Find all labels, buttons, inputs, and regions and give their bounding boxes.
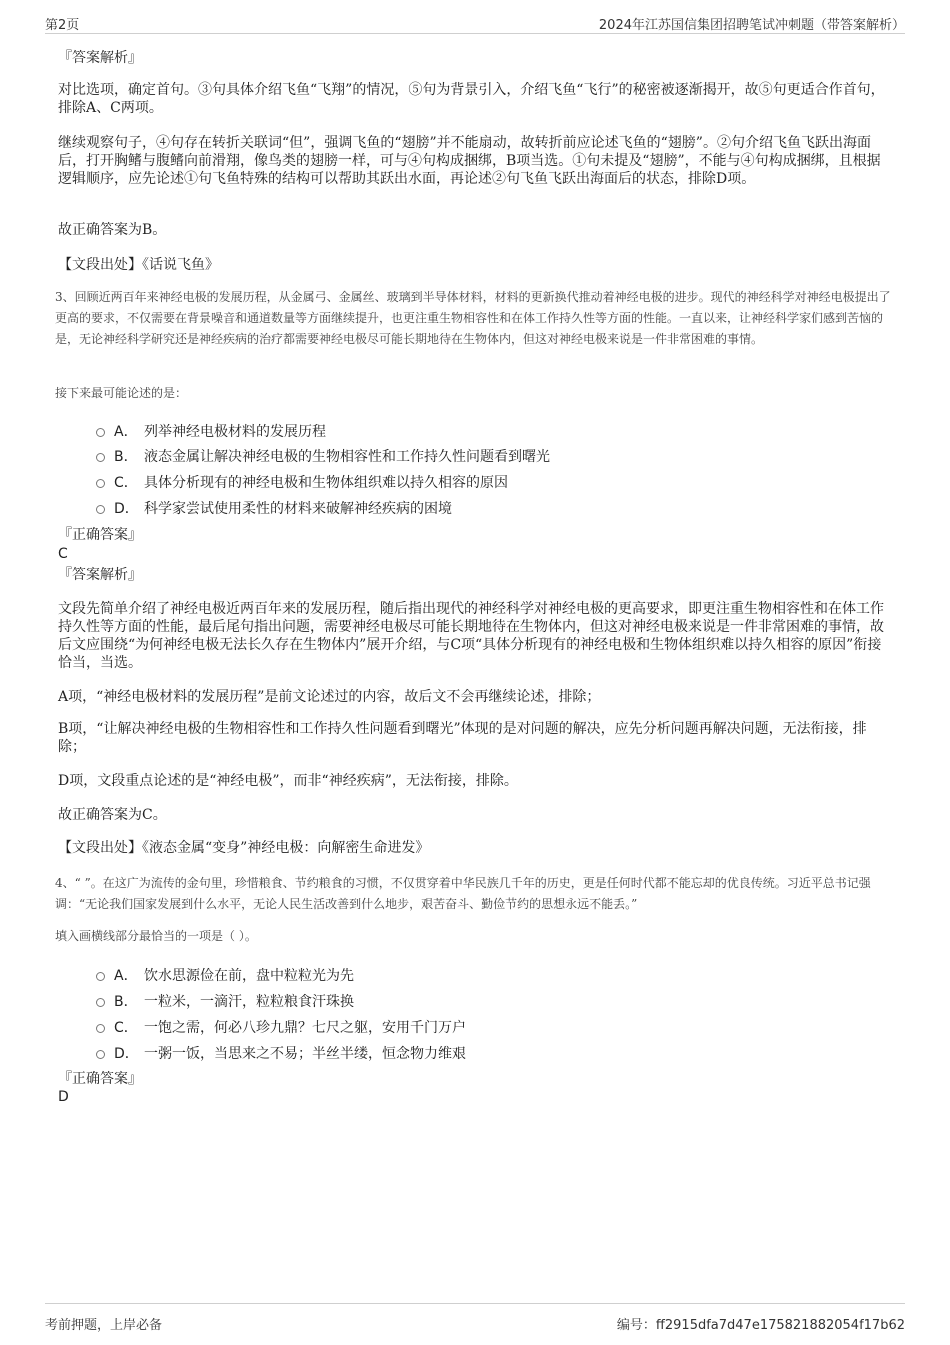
q2-conclusion: 故正确答案为B。: [58, 222, 167, 238]
q3-analysis-b: B项，“让解决神经电极的生物相容性和工作持久性问题看到曙光”体现的是对问题的解决，应先分析问题再解决问题，无法衔接，排除；: [58, 721, 867, 755]
radio-icon[interactable]: [96, 972, 105, 981]
option-text: 一粒米，一滴汗，粒粒粮食汗珠换: [144, 994, 354, 1010]
page-header: [45, 12, 905, 34]
q3-question: 接下来最可能论述的是：: [55, 386, 188, 400]
q3-option-d[interactable]: D． 科学家尝试使用柔性的材料来破解神经疾病的困境: [96, 498, 452, 518]
document-title: 2024年江苏国信集团招聘笔试冲刺题（带答案解析）: [598, 18, 905, 33]
q4-answer: D: [58, 1089, 69, 1105]
q2-analysis-tag: 『答案解析』: [58, 50, 142, 66]
q2-source: 【文段出处】《话说飞鱼》: [58, 257, 219, 273]
q3-analysis-a: A项，“神经电极材料的发展历程”是前文论述过的内容，故后文不会再继续论述，排除；: [58, 689, 601, 705]
q4-option-c[interactable]: C． 一饱之需，何必八珍九鼎？七尺之躯，安用千门万户: [96, 1017, 466, 1037]
q3-option-a[interactable]: A． 列举神经电极材料的发展历程: [96, 421, 326, 441]
option-text: 列举神经电极材料的发展历程: [144, 424, 326, 440]
q3-option-b[interactable]: B． 液态金属让解决神经电极的生物相容性和工作持久性问题看到曙光: [96, 446, 550, 466]
option-text: 具体分析现有的神经电极和生物体组织难以持久相容的原因: [144, 475, 508, 491]
radio-icon[interactable]: [96, 1024, 105, 1033]
q4-option-d[interactable]: D． 一粥一饭，当思来之不易；半丝半缕，恒念物力维艰: [96, 1043, 466, 1063]
option-text: 一饱之需，何必八珍九鼎？七尺之躯，安用千门万户: [144, 1020, 466, 1036]
option-text: 液态金属让解决神经电极的生物相容性和工作持久性问题看到曙光: [144, 449, 550, 465]
q4-question: 填入画横线部分最恰当的一项是（ ）。: [55, 929, 257, 943]
q4-answer-tag: 『正确答案』: [58, 1071, 142, 1087]
page-footer: [45, 1303, 905, 1333]
option-text: 饮水思源俭在前，盘中粒粒光为先: [144, 968, 354, 984]
footer-slogan: 考前押题，上岸必备: [45, 1318, 163, 1333]
radio-icon[interactable]: [96, 1050, 105, 1059]
q4-option-a[interactable]: A． 饮水思源俭在前，盘中粒粒光为先: [96, 965, 354, 985]
q3-analysis-d: D项，文段重点论述的是“神经电极”，而非“神经疾病”，无法衔接，排除。: [58, 773, 518, 789]
footer-serial: 编号：ff2915dfa7d47e175821882054f17b62: [616, 1318, 905, 1333]
q3-option-c[interactable]: C． 具体分析现有的神经电极和生物体组织难以持久相容的原因: [96, 472, 508, 492]
q3-conclusion: 故正确答案为C。: [58, 807, 167, 823]
page-number: 第2页: [45, 18, 80, 33]
radio-icon[interactable]: [96, 998, 105, 1007]
q3-stem: 3、回顾近两百年来神经电极的发展历程，从金属弓、金属丝、玻璃到半导体材料，材料的更新换代推动着神经电极的进步。现代的神经科学对神经电极提出了更高的要求，不仅需要在背景噪音和通道数量等方面继续提升，也更注重生物相容性和在体工作持久性等方面的性能。一直以来，让神经科学家们感到苦恼的是，无论神经科学研究还是神经疾病的治疗都需要神经电极尽可能长期地待在生物体内，但这对神经电极来说是一件非常困难的事情。: [55, 290, 891, 346]
q2-analysis-p2: 继续观察句子，④句存在转折关联词“但”，强调飞鱼的“翅膀”并不能扇动，故转折前应论述飞鱼的“翅膀”。②句介绍飞鱼飞跃出海面后，打开胸鳍与腹鳍向前滑翔，像鸟类的翅膀一样，可与④句构成捆绑，B项当选。①句未提及“翅膀”，不能与④句构成捆绑，且根据逻辑顺序，应先论述①句飞鱼特殊的结构可以帮助其跃出水面，再论述②句飞鱼飞跃出海面后的状态，排除D项。: [58, 135, 881, 187]
q3-answer: C: [58, 546, 68, 562]
q3-answer-tag: 『正确答案』: [58, 527, 142, 543]
radio-icon[interactable]: [96, 428, 105, 437]
radio-icon[interactable]: [96, 453, 105, 462]
option-text: 科学家尝试使用柔性的材料来破解神经疾病的困境: [144, 501, 452, 517]
radio-icon[interactable]: [96, 479, 105, 488]
option-text: 一粥一饭，当思来之不易；半丝半缕，恒念物力维艰: [144, 1046, 466, 1062]
q4-option-b[interactable]: B． 一粒米，一滴汗，粒粒粮食汗珠换: [96, 991, 354, 1011]
q3-analysis-tag: 『答案解析』: [58, 567, 142, 583]
q3-source: 【文段出处】《液态金属“变身”神经电极：向解密生命进发》: [58, 840, 430, 856]
q2-analysis-p1: 对比选项，确定首句。③句具体介绍飞鱼“飞翔”的情况，⑤句为背景引入，介绍飞鱼“飞行”的秘密被逐渐揭开，故⑤句更适合作首句，排除A、C两项。: [58, 82, 885, 116]
q4-stem: 4、“ ”。在这广为流传的金句里，珍惜粮食、节约粮食的习惯，不仅贯穿着中华民族几千年的历史，更是任何时代都不能忘却的优良传统。习近平总书记强调：“无论我们国家发展到什么水平，无论人民生活改善到什么地步，艰苦奋斗、勤俭节约的思想永远不能丢。”: [55, 876, 871, 911]
radio-icon[interactable]: [96, 505, 105, 514]
q3-analysis-p1: 文段先简单介绍了神经电极近两百年来的发展历程，随后指出现代的神经科学对神经电极的更高要求，即更注重生物相容性和在体工作持久性等方面的性能，最后尾句指出问题，需要神经电极尽可能长期地待在生物体内，但这对神经电极来说是一件非常困难的事情，故后文应围绕“为何神经电极无法长久存在生物体内”展开介绍，与C项“具体分析现有的神经电极和生物体组织难以持久相容的原因”衔接恰当，当选。: [58, 601, 884, 671]
